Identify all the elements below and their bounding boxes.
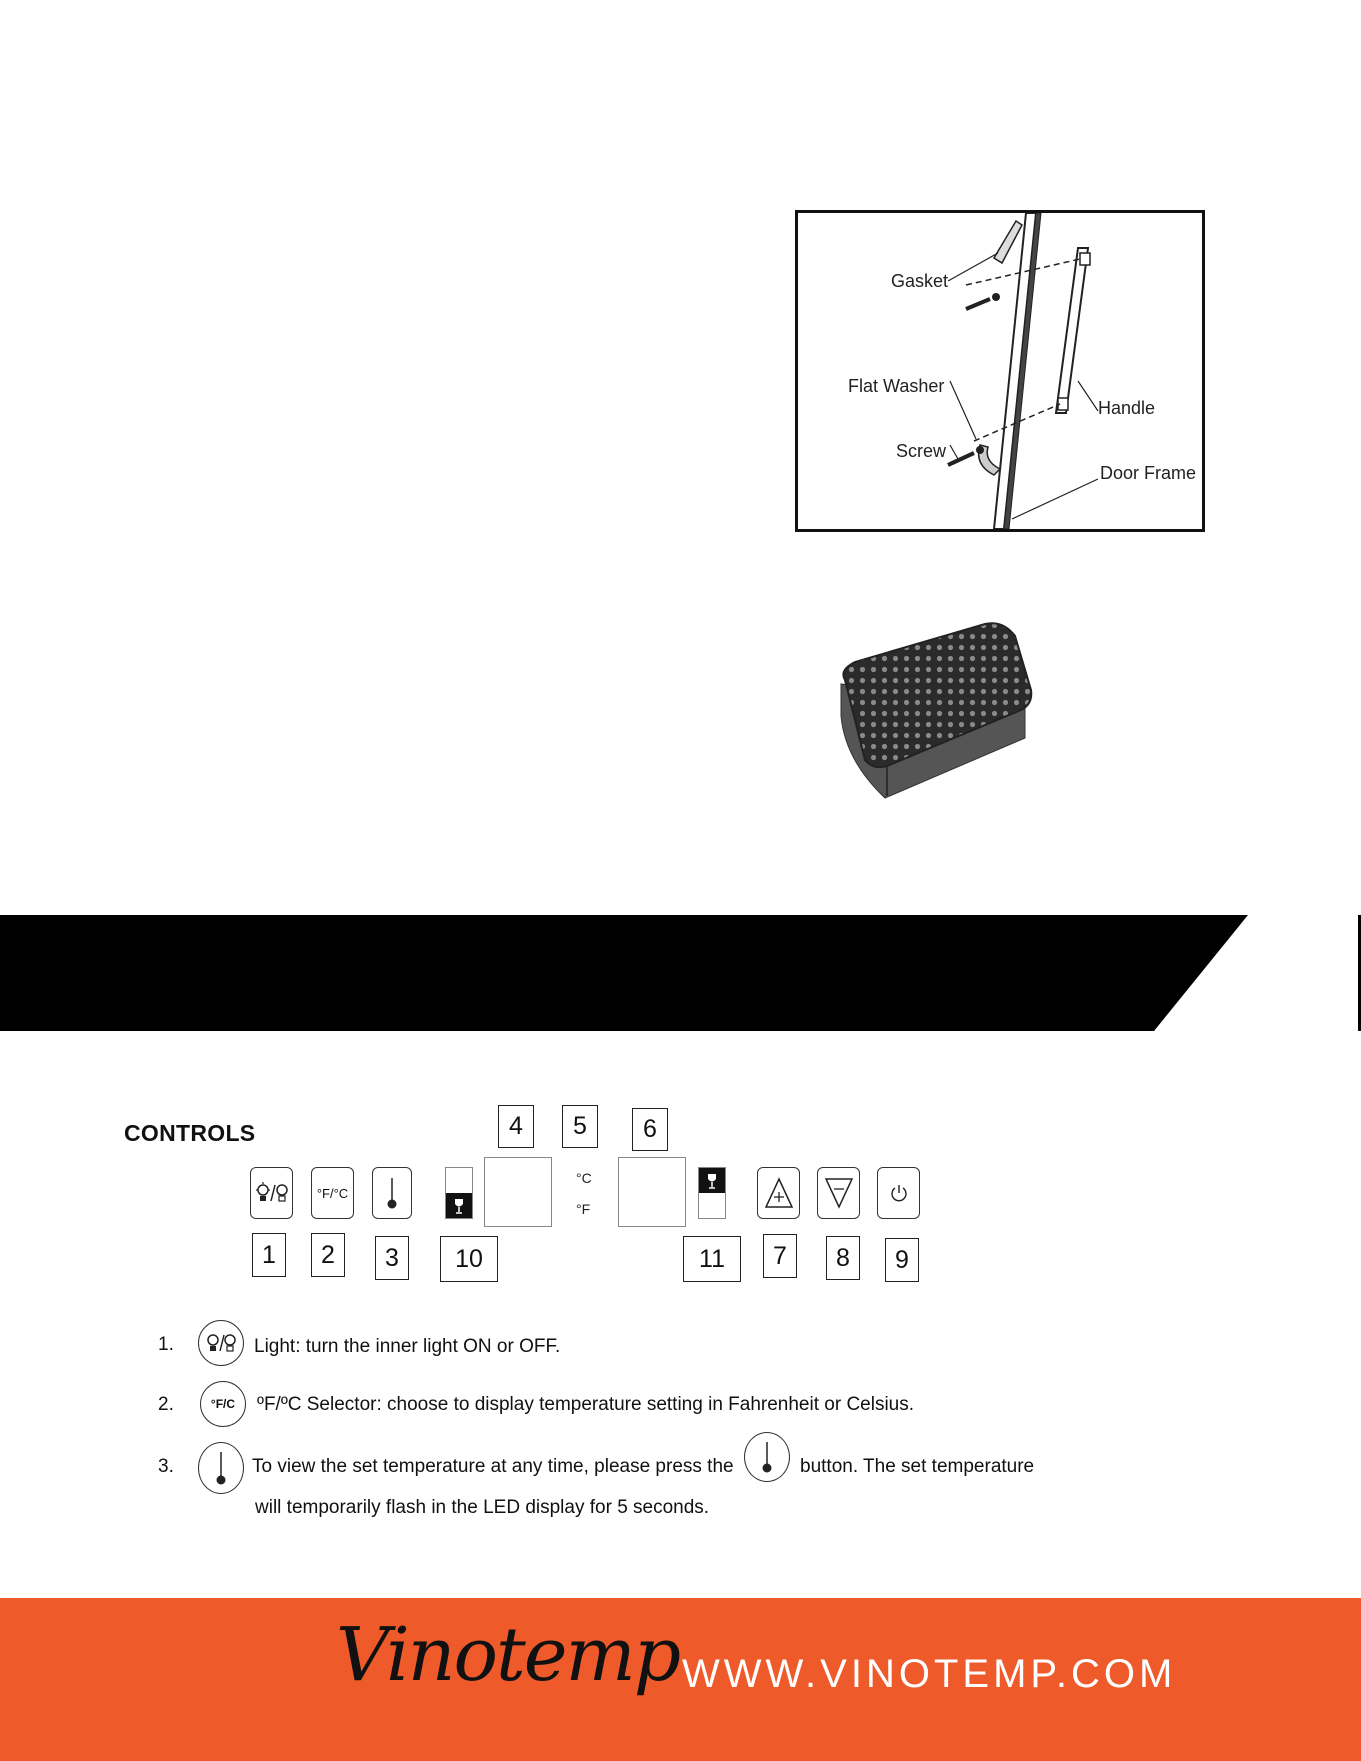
handle-label: Handle <box>1098 398 1156 418</box>
wine-glass-icon <box>453 1197 465 1215</box>
thermometer-icon <box>198 1442 244 1494</box>
upper-zone-indicator <box>698 1167 726 1219</box>
thermometer-icon <box>744 1432 790 1482</box>
unit-selector-button[interactable]: °F/°C <box>311 1167 354 1219</box>
upper-zone-display <box>618 1157 686 1227</box>
down-triangle-icon <box>824 1176 854 1210</box>
website-url[interactable]: WWW.VINOTEMP.COM <box>682 1652 1177 1696</box>
list-item-2-text: ºF/ºC Selector: choose to display temperature setting in Fahrenheit or Celsius. <box>257 1394 915 1415</box>
callout-6: 6 <box>632 1108 668 1151</box>
screw-label: Screw <box>896 441 947 461</box>
controls-title: CONTROLS <box>124 1120 256 1146</box>
fahrenheit-indicator: °F <box>576 1201 591 1217</box>
lower-zone-display <box>484 1157 552 1227</box>
callout-9: 9 <box>885 1238 919 1282</box>
power-button[interactable] <box>877 1167 920 1219</box>
door-frame-label: Door Frame <box>1100 463 1197 483</box>
callout-1: 1 <box>252 1233 286 1277</box>
callout-2: 2 <box>311 1233 345 1277</box>
callout-5: 5 <box>562 1105 598 1148</box>
lower-zone-indicator <box>445 1167 473 1219</box>
list-item-3-text-after: button. The set temperature <box>800 1456 1035 1477</box>
celsius-indicator: °C <box>576 1170 592 1186</box>
list-item-1-text: Light: turn the inner light ON or OFF. <box>254 1336 561 1357</box>
callout-3: 3 <box>375 1236 409 1280</box>
callout-7: 7 <box>763 1234 797 1278</box>
gasket-label: Gasket <box>891 271 949 291</box>
up-triangle-icon <box>764 1176 794 1210</box>
handle-installation-diagram <box>795 210 1205 532</box>
temp-down-button[interactable] <box>817 1167 860 1219</box>
callout-11: 11 <box>683 1236 741 1282</box>
section-banner <box>0 915 1361 1031</box>
list-item-1-number: 1. <box>158 1334 174 1355</box>
callout-8: 8 <box>826 1236 860 1280</box>
unit-selector-icon: °F/C <box>200 1381 246 1427</box>
light-button[interactable] <box>250 1167 293 1219</box>
callout-4: 4 <box>498 1105 534 1148</box>
light-bulb-icon <box>255 1181 289 1205</box>
filter-box-image <box>835 620 1045 805</box>
list-item-3-number: 3. <box>158 1456 174 1477</box>
list-item-2-number: 2. <box>158 1394 174 1415</box>
list-item-3-text-line2: will temporarily flash in the LED display for 5 seconds. <box>255 1497 710 1518</box>
wine-glass-icon <box>706 1172 718 1190</box>
temperature-button[interactable] <box>372 1167 412 1219</box>
power-icon <box>889 1183 909 1203</box>
temp-up-button[interactable] <box>757 1167 800 1219</box>
vinotemp-logo: Vinotemp <box>336 1612 680 1698</box>
light-icon <box>198 1320 244 1366</box>
callout-10: 10 <box>440 1236 498 1282</box>
list-item-3-text: To view the set temperature at any time, please press the <box>252 1456 734 1477</box>
flat-washer-label: Flat Washer <box>848 376 945 396</box>
thermometer-icon <box>386 1176 398 1210</box>
